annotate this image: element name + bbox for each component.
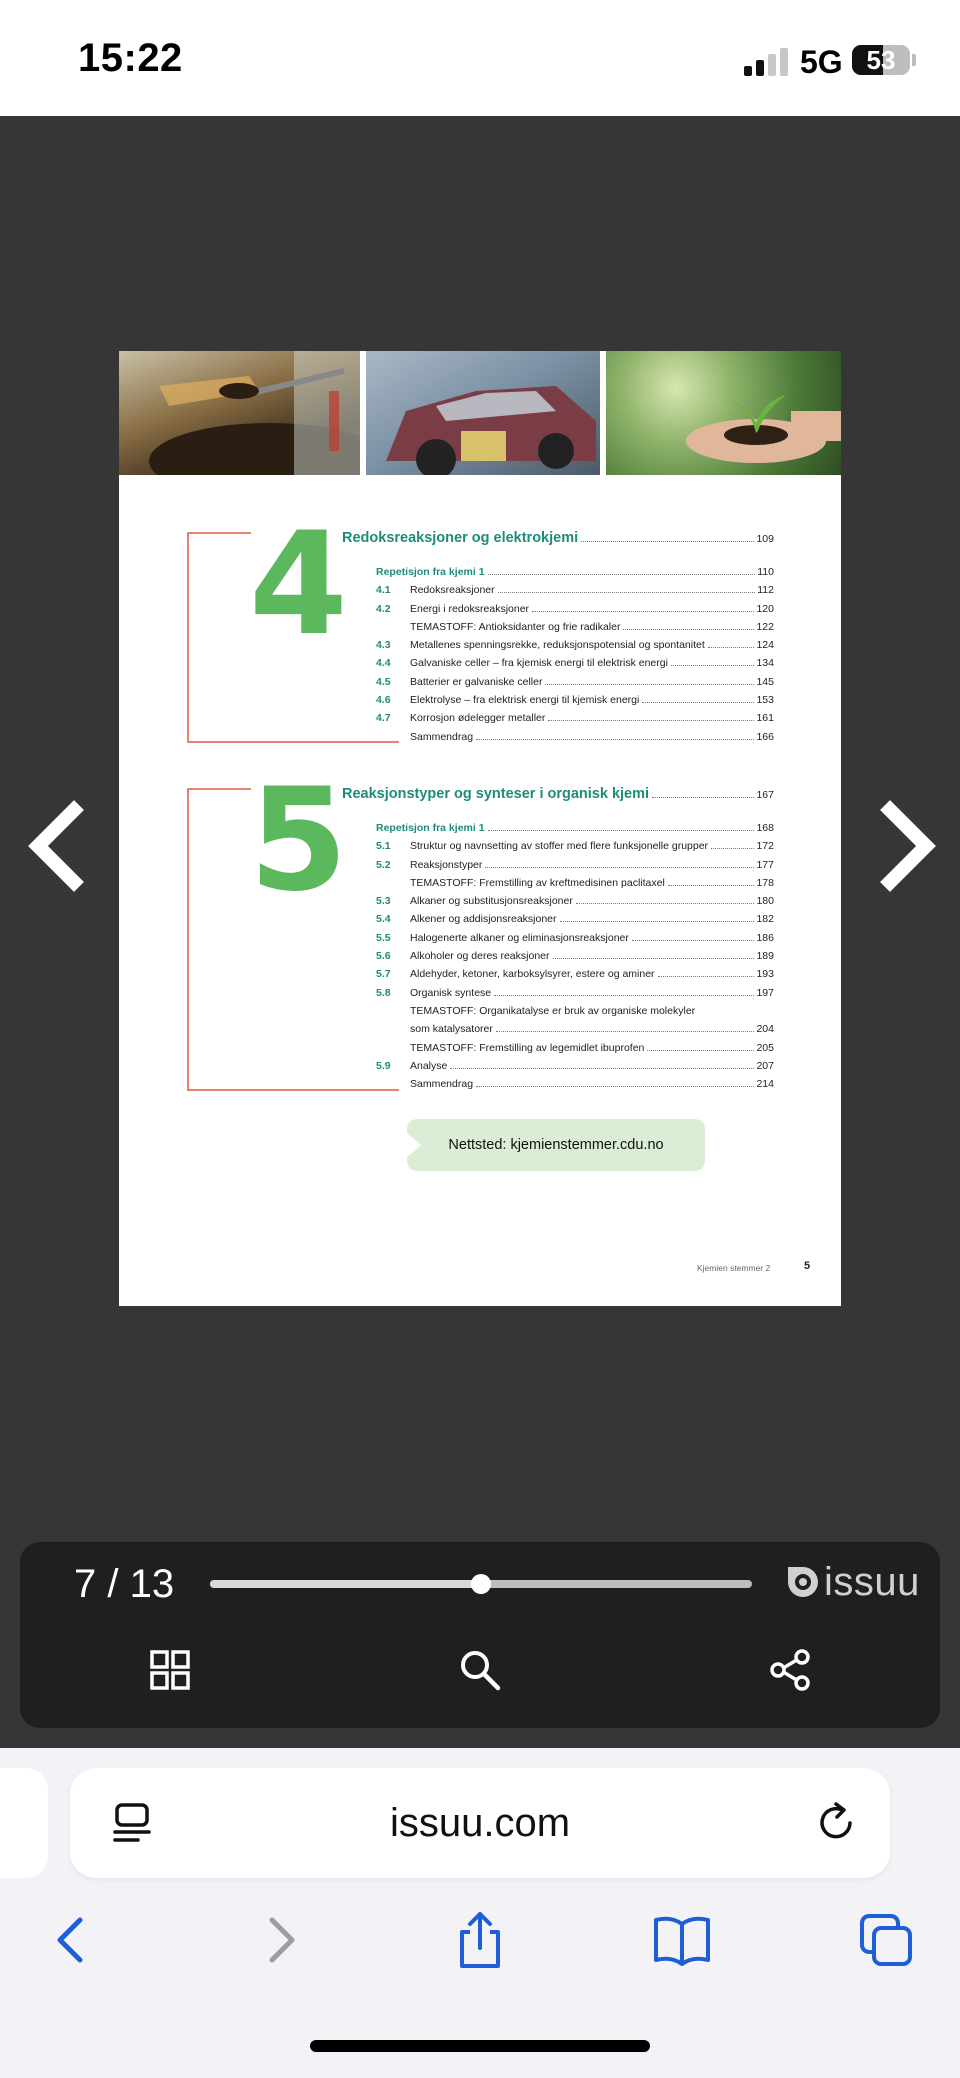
toc-leader bbox=[488, 574, 756, 575]
toc-entry[interactable] bbox=[376, 950, 774, 968]
share-icon[interactable] bbox=[450, 1910, 510, 1970]
toc-entry-page: 168 bbox=[756, 822, 774, 834]
toc-entry-title: TEMASTOFF: Antioksidanter og frie radikaler bbox=[410, 620, 621, 633]
signal-icon bbox=[744, 44, 788, 76]
toc-entry-page: 145 bbox=[756, 675, 774, 688]
toc-entry-page: 189 bbox=[756, 950, 774, 963]
battery-level: 53 bbox=[866, 45, 896, 75]
url-text: issuu.com bbox=[389, 1801, 571, 1845]
toc-entry-title: Redoksreaksjoner bbox=[410, 584, 495, 597]
previous-tab[interactable] bbox=[0, 1768, 48, 1878]
toc-entry-page: 134 bbox=[756, 657, 774, 670]
toc-entry-title: Repetisjon fra kjemi 1 bbox=[376, 822, 485, 834]
viewer-controls bbox=[20, 1542, 940, 1728]
issuu-logo-icon bbox=[786, 1565, 820, 1599]
toc-leader bbox=[450, 1068, 754, 1069]
toc-entry-title: Aldehyder, ketoner, karboksylsyrer, estere og aminer bbox=[410, 968, 655, 981]
toc-entry-title: som katalysatorer bbox=[410, 1023, 493, 1036]
toc-leader bbox=[476, 739, 754, 740]
toc-entry[interactable] bbox=[376, 676, 774, 694]
toc-entry-number: 4.2 bbox=[376, 602, 391, 615]
toc-leader bbox=[532, 611, 754, 612]
slider-fill bbox=[210, 1580, 481, 1588]
toc-entry-title: Sammendrag bbox=[410, 1078, 474, 1091]
toc-leader bbox=[553, 958, 755, 959]
toc-leader bbox=[658, 976, 755, 977]
website-link[interactable] bbox=[407, 1119, 705, 1171]
slider-knob[interactable] bbox=[471, 1574, 491, 1594]
toc-leader bbox=[576, 903, 755, 904]
toc-entry-page: 166 bbox=[756, 730, 774, 743]
toc-entry[interactable] bbox=[376, 584, 774, 602]
forward-icon[interactable] bbox=[250, 1910, 310, 1970]
toc-entry-page: 153 bbox=[756, 694, 774, 707]
toc-entry-title: Metallenes spenningsrekke, reduksjonspotensial og spontanitet bbox=[410, 639, 705, 652]
toc-entry-title: Alkener og addisjonsreaksjoner bbox=[410, 913, 557, 926]
bookmarks-icon[interactable] bbox=[652, 1910, 712, 1970]
toc-entry-page: 197 bbox=[756, 986, 774, 999]
toc-entry-number: 5.8 bbox=[376, 986, 391, 999]
toc-entry[interactable] bbox=[376, 639, 774, 657]
address-bar[interactable] bbox=[70, 1768, 890, 1878]
toc-entry-page: 177 bbox=[756, 858, 774, 871]
soil-sample-photo bbox=[119, 351, 360, 475]
toc-entry-title: Repetisjon fra kjemi 1 bbox=[376, 566, 485, 578]
plant-in-hands-photo bbox=[606, 351, 841, 475]
page-slider[interactable] bbox=[210, 1580, 752, 1588]
toc-entry-page: 122 bbox=[756, 620, 774, 633]
toc-entry-page: 186 bbox=[756, 931, 774, 944]
toc-entry-title: Energi i redoksreaksjoner bbox=[410, 602, 530, 615]
toc-leader bbox=[647, 1050, 754, 1051]
page-indicator: 7 / 13 bbox=[74, 1562, 175, 1606]
toc-entry-title: Reaksjonstyper bbox=[410, 858, 483, 871]
toc-entry[interactable] bbox=[376, 932, 774, 950]
website-label: Nettsted: kjemienstemmer.cdu.no bbox=[448, 1137, 664, 1153]
toc-entry[interactable] bbox=[376, 603, 774, 621]
toc-leader bbox=[476, 1086, 754, 1087]
toc-entry[interactable] bbox=[376, 1042, 774, 1060]
page-number: 5 bbox=[804, 1260, 811, 1272]
toc-leader bbox=[494, 995, 754, 996]
toc-entry-number: 4.1 bbox=[376, 584, 391, 597]
battery-tip bbox=[912, 54, 916, 66]
toc-entry[interactable] bbox=[376, 1023, 774, 1041]
toc-entry-title: Struktur og navnsetting av stoffer med flere funksjonelle grupper bbox=[410, 840, 709, 853]
toc-entry-title: Korrosjon ødelegger metaller bbox=[410, 712, 546, 725]
toc-entry-number: 4.6 bbox=[376, 694, 391, 707]
toc-entry-page: 120 bbox=[756, 602, 774, 615]
chapter-title-text: Reaksjonstyper og synteser i organisk kjemi bbox=[342, 786, 650, 802]
toc-entry[interactable] bbox=[376, 822, 774, 840]
toc-leader bbox=[498, 592, 756, 593]
status-bar bbox=[0, 0, 960, 116]
toc-entry[interactable] bbox=[376, 987, 774, 1005]
toc-entry[interactable] bbox=[376, 657, 774, 675]
toc-entry-title: Galvaniske celler – fra kjemisk energi til elektrisk energi bbox=[410, 657, 668, 670]
grid-icon[interactable] bbox=[146, 1646, 194, 1694]
toc-leader bbox=[708, 647, 755, 648]
toc-entry[interactable] bbox=[376, 694, 774, 712]
toc-leader bbox=[671, 665, 755, 666]
reload-icon[interactable] bbox=[814, 1800, 860, 1846]
toc-entry-number: 5.2 bbox=[376, 858, 391, 871]
toc-entry-number: 5.3 bbox=[376, 895, 391, 908]
toc-entry-number: 5.7 bbox=[376, 968, 391, 981]
chapter-page: 109 bbox=[756, 533, 774, 545]
toc-entry[interactable] bbox=[376, 1005, 774, 1023]
toc-entry-page: 124 bbox=[756, 639, 774, 652]
toc-entry-title: TEMASTOFF: Organikatalyse er bruk av organiske molekyler bbox=[410, 1004, 696, 1017]
toc-entry-number: 5.9 bbox=[376, 1059, 391, 1072]
toc-entry[interactable] bbox=[376, 877, 774, 895]
toc-entry[interactable] bbox=[376, 840, 774, 858]
toc-leader bbox=[545, 684, 754, 685]
toc-entry-page: 110 bbox=[757, 566, 774, 578]
toc-entry[interactable] bbox=[376, 731, 774, 749]
toc-entry-page: 207 bbox=[756, 1059, 774, 1072]
toc-entry-page: 172 bbox=[756, 840, 774, 853]
toc-entry[interactable] bbox=[376, 859, 774, 877]
toc-entry-number: 5.5 bbox=[376, 931, 391, 944]
toc-leader bbox=[632, 940, 755, 941]
network-type: 5G bbox=[800, 44, 843, 80]
toc-entry-title: Sammendrag bbox=[410, 730, 474, 743]
toc-entry-title: TEMASTOFF: Fremstilling av legemidlet ibuprofen bbox=[410, 1041, 645, 1054]
toc-leader bbox=[488, 830, 755, 831]
toc-leader bbox=[560, 921, 755, 922]
toc-leader bbox=[668, 885, 755, 886]
chapter-number: 5 bbox=[249, 758, 348, 923]
toc-leader bbox=[623, 629, 754, 630]
toc-entry[interactable] bbox=[376, 566, 774, 584]
toc-entry-title: TEMASTOFF: Fremstilling av kreftmedisinen paclitaxel bbox=[410, 876, 665, 889]
car-photo bbox=[366, 351, 600, 475]
toc-entry-number: 4.5 bbox=[376, 675, 391, 688]
toc-entry-title: Alkaner og substitusjonsreaksjoner bbox=[410, 895, 573, 908]
toc-entry-number: 5.6 bbox=[376, 950, 391, 963]
home-indicator bbox=[310, 2040, 650, 2052]
status-time: 15:22 bbox=[78, 36, 183, 80]
toc-entry[interactable] bbox=[376, 1078, 774, 1096]
search-icon[interactable] bbox=[456, 1646, 504, 1694]
toc-entry-page: 193 bbox=[756, 968, 774, 981]
chapter-title[interactable] bbox=[342, 786, 774, 802]
toc-entry-page: 214 bbox=[756, 1078, 774, 1091]
document-page[interactable] bbox=[119, 351, 841, 1306]
toc-leader bbox=[496, 1031, 755, 1032]
chapter-title-text: Redoksreaksjoner og elektrokjemi bbox=[342, 530, 579, 546]
toc-entry-number: 4.7 bbox=[376, 712, 391, 725]
toc-entry-title: Batterier er galvaniske celler bbox=[410, 675, 543, 688]
toc-entry-number: 4.4 bbox=[376, 657, 391, 670]
toc-entry[interactable] bbox=[376, 913, 774, 931]
chapter-number: 4 bbox=[249, 502, 348, 667]
chevron-right-icon[interactable] bbox=[870, 796, 940, 896]
toc-entry-page: 204 bbox=[756, 1023, 774, 1036]
browser-chrome bbox=[0, 1748, 960, 2078]
toc-entry[interactable] bbox=[376, 621, 774, 639]
share-icon[interactable] bbox=[766, 1646, 814, 1694]
toc-list bbox=[376, 822, 774, 1096]
chapter-title[interactable] bbox=[342, 530, 774, 546]
toc-leader bbox=[548, 720, 754, 721]
toc-entry-title: Alkoholer og deres reaksjoner bbox=[410, 950, 550, 963]
toc-entry-page: 205 bbox=[756, 1041, 774, 1054]
toc-entry-page: 180 bbox=[756, 895, 774, 908]
toc-entry-title: Analyse bbox=[410, 1059, 448, 1072]
toc-entry-page: 178 bbox=[756, 876, 774, 889]
toc-leader bbox=[642, 702, 754, 703]
toc-entry[interactable] bbox=[376, 968, 774, 986]
toc-entry-page: 112 bbox=[757, 584, 774, 597]
toc-entry-page: 182 bbox=[756, 913, 774, 926]
tabs-icon[interactable] bbox=[856, 1910, 916, 1970]
chevron-left-icon[interactable] bbox=[24, 796, 94, 896]
toc-entry-number: 4.3 bbox=[376, 639, 391, 652]
toc-entry-title: Halogenerte alkaner og eliminasjonsreaksjoner bbox=[410, 931, 629, 944]
toc-entry[interactable] bbox=[376, 895, 774, 913]
toc-entry-number: 5.4 bbox=[376, 913, 391, 926]
toc-entry-title: Organisk syntese bbox=[410, 986, 492, 999]
toc-leader bbox=[711, 848, 754, 849]
document-viewer bbox=[0, 116, 960, 1748]
toc-leader bbox=[485, 867, 754, 868]
issuu-logo[interactable] bbox=[786, 1560, 920, 1604]
chapter-page: 167 bbox=[756, 789, 774, 801]
battery-icon bbox=[852, 45, 910, 75]
toc-entry[interactable] bbox=[376, 712, 774, 730]
back-icon[interactable] bbox=[42, 1910, 102, 1970]
toc-entry-page: 161 bbox=[756, 712, 774, 725]
brand-name: issuu bbox=[824, 1559, 920, 1604]
toc-entry[interactable] bbox=[376, 1060, 774, 1078]
toc-entry-title: Elektrolyse – fra elektrisk energi til kjemisk energi bbox=[410, 694, 640, 707]
toc-entry-number: 5.1 bbox=[376, 840, 391, 853]
toc-list bbox=[376, 566, 774, 749]
page-footer: Kjemien stemmer 2 bbox=[697, 1263, 771, 1273]
